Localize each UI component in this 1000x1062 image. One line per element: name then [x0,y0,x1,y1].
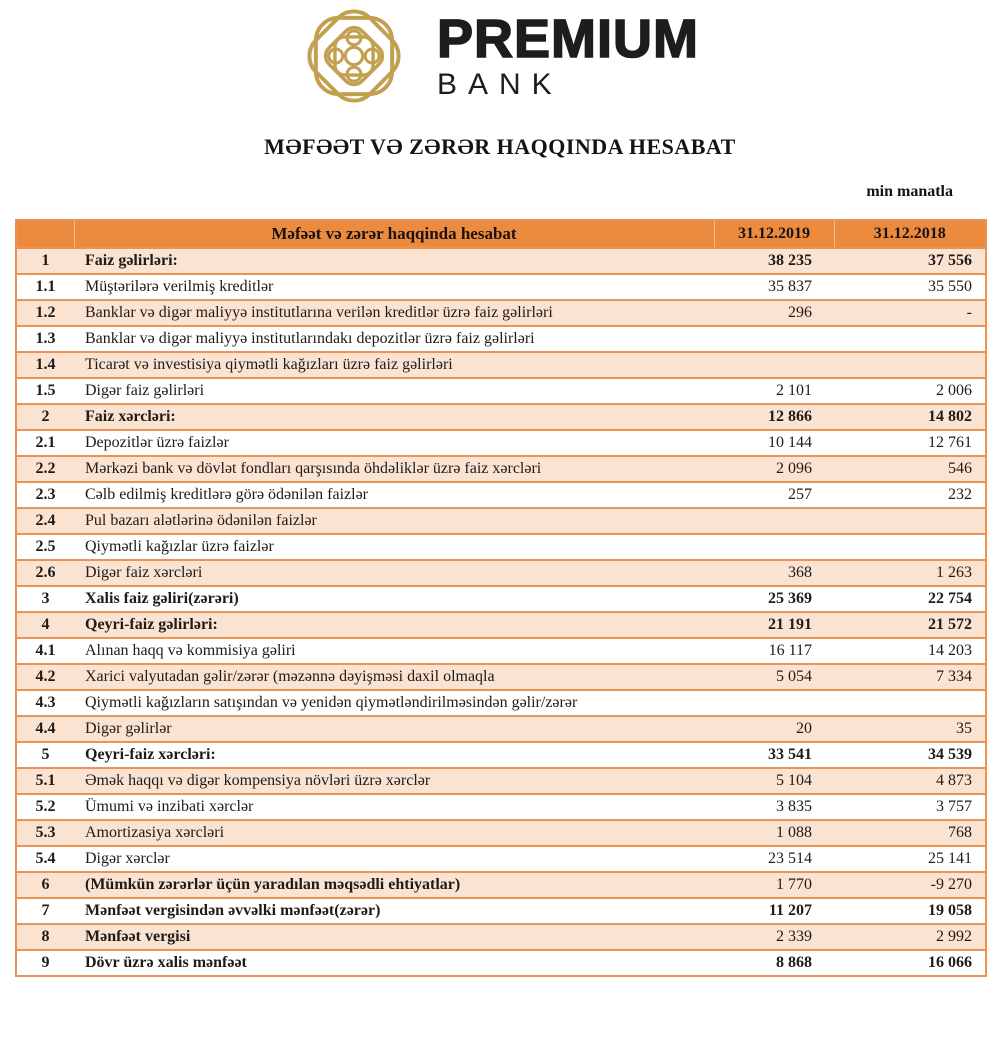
row-label: Depozitlər üzrə faizlər [74,430,714,456]
table-header-row [16,220,986,248]
row-value-2019: 257 [714,482,834,508]
row-value-2018: 35 550 [834,274,986,300]
row-value-2019 [714,690,834,716]
row-no: 4 [16,612,74,638]
row-value-2019: 11 207 [714,898,834,924]
row-value-2018: 37 556 [834,248,986,274]
row-value-2019: 368 [714,560,834,586]
row-value-2019: 23 514 [714,846,834,872]
row-no: 2.3 [16,482,74,508]
row-value-2018: 35 [834,716,986,742]
row-label: Amortizasiya xərcləri [74,820,714,846]
table-row [16,482,986,508]
row-label: Əmək haqqı və digər kompensiya növləri üzrə xərclər [74,768,714,794]
row-label: Mərkəzi bank və dövlət fondları qarşısında öhdəliklər üzrə faiz xərcləri [74,456,714,482]
table-row [16,274,986,300]
row-value-2019 [714,534,834,560]
row-no: 5.1 [16,768,74,794]
header-title-cell: Məfəət və zərər haqqinda hesabat [74,220,714,248]
table-row [16,586,986,612]
row-value-2018: -9 270 [834,872,986,898]
row-value-2018: 25 141 [834,846,986,872]
brand-name-bank: BANK [437,68,563,101]
row-value-2019 [714,508,834,534]
row-value-2019: 1 770 [714,872,834,898]
row-label: Banklar və digər maliyyə institutlarına verilən kreditlər üzrə faiz gəlirləri [74,300,714,326]
row-value-2018 [834,326,986,352]
row-label: Ticarət və investisiya qiymətli kağızları üzrə faiz gəlirləri [74,352,714,378]
row-label: Digər faiz gəlirləri [74,378,714,404]
row-value-2018: 14 203 [834,638,986,664]
row-no: 2.2 [16,456,74,482]
row-no: 1 [16,248,74,274]
row-value-2018: 12 761 [834,430,986,456]
row-no: 7 [16,898,74,924]
row-value-2018: 2 992 [834,924,986,950]
row-value-2019: 38 235 [714,248,834,274]
row-no: 4.1 [16,638,74,664]
table-row [16,456,986,482]
row-label: Qeyri-faiz xərcləri: [74,742,714,768]
header-empty-cell [16,220,74,248]
table-row [16,560,986,586]
row-value-2019: 2 339 [714,924,834,950]
table-row [16,794,986,820]
row-no: 1.4 [16,352,74,378]
row-no: 2 [16,404,74,430]
row-value-2018 [834,352,986,378]
row-value-2018 [834,690,986,716]
row-label: Dövr üzrə xalis mənfəət [74,950,714,976]
row-no: 6 [16,872,74,898]
row-label: Alınan haqq və kommisiya gəliri [74,638,714,664]
table-row [16,508,986,534]
row-value-2019: 12 866 [714,404,834,430]
row-no: 4.2 [16,664,74,690]
row-no: 5.4 [16,846,74,872]
row-label: Qiymətli kağızlar üzrə faizlər [74,534,714,560]
unit-note: min manatla [866,183,953,200]
row-value-2019: 1 088 [714,820,834,846]
row-label: Ümumi və inzibati xərclər [74,794,714,820]
row-value-2018: 1 263 [834,560,986,586]
table-row [16,742,986,768]
row-value-2019: 16 117 [714,638,834,664]
table-row [16,768,986,794]
row-value-2019: 25 369 [714,586,834,612]
table-body [16,248,986,976]
row-value-2019: 21 191 [714,612,834,638]
row-value-2018: 4 873 [834,768,986,794]
row-value-2018 [834,508,986,534]
table-row [16,612,986,638]
table-row [16,326,986,352]
row-label: Mənfəət vergisi [74,924,714,950]
row-no: 1.3 [16,326,74,352]
table-row [16,664,986,690]
table-row [16,716,986,742]
bank-emblem-icon [301,4,407,108]
row-value-2018: 19 058 [834,898,986,924]
row-value-2018: 14 802 [834,404,986,430]
row-value-2019 [714,326,834,352]
row-no: 5 [16,742,74,768]
row-value-2018: 232 [834,482,986,508]
table-row [16,638,986,664]
row-no: 2.4 [16,508,74,534]
table-row [16,872,986,898]
row-label: Faiz gəlirləri: [74,248,714,274]
row-value-2019: 296 [714,300,834,326]
table-row [16,404,986,430]
row-value-2019: 3 835 [714,794,834,820]
row-value-2018: 7 334 [834,664,986,690]
row-label: Müştərilərə verilmiş kreditlər [74,274,714,300]
row-value-2018: - [834,300,986,326]
row-value-2019: 2 101 [714,378,834,404]
page-title: MƏFƏƏT VƏ ZƏRƏR HAQQINDA HESABAT [264,134,736,159]
row-no: 4.3 [16,690,74,716]
row-label: Qiymətli kağızların satışından və yenidən qiymətləndirilməsindən gəlir/zərər [74,690,714,716]
row-value-2018: 21 572 [834,612,986,638]
row-value-2018: 2 006 [834,378,986,404]
row-value-2019: 10 144 [714,430,834,456]
header-col-2019: 31.12.2019 [714,220,834,248]
table-row [16,534,986,560]
table-row [16,924,986,950]
row-value-2018: 3 757 [834,794,986,820]
row-value-2019: 5 054 [714,664,834,690]
row-label: Xalis faiz gəliri(zərəri) [74,586,714,612]
row-no: 4.4 [16,716,74,742]
row-value-2018 [834,534,986,560]
row-no: 9 [16,950,74,976]
table-row [16,352,986,378]
table-row [16,950,986,976]
brand-name-premium: PREMIUM [437,9,699,69]
row-value-2018: 34 539 [834,742,986,768]
row-no: 2.5 [16,534,74,560]
row-label: Cəlb edilmiş kreditlərə görə ödənilən faizlər [74,482,714,508]
row-label: Digər gəlirlər [74,716,714,742]
row-no: 8 [16,924,74,950]
table-row [16,820,986,846]
row-label: Pul bazarı alətlərinə ödənilən faizlər [74,508,714,534]
row-label: Digər faiz xərcləri [74,560,714,586]
table-row [16,430,986,456]
row-label: (Mümkün zərərlər üçün yaradılan məqsədli ehtiyatlar) [74,872,714,898]
row-label: Digər xərclər [74,846,714,872]
table-row [16,248,986,274]
table-row [16,300,986,326]
row-value-2019: 20 [714,716,834,742]
row-no: 2.6 [16,560,74,586]
row-value-2019: 5 104 [714,768,834,794]
row-no: 3 [16,586,74,612]
row-value-2018: 768 [834,820,986,846]
row-value-2019 [714,352,834,378]
row-value-2018: 16 066 [834,950,986,976]
row-value-2019: 8 868 [714,950,834,976]
bank-wordmark [437,4,699,100]
row-label: Qeyri-faiz gəlirləri: [74,612,714,638]
row-value-2019: 2 096 [714,456,834,482]
row-label: Faiz xərcləri: [74,404,714,430]
profit-loss-table [15,219,987,977]
header-col-2018: 31.12.2018 [834,220,986,248]
row-no: 1.2 [16,300,74,326]
bank-logo [0,0,1000,112]
table-row [16,690,986,716]
row-no: 2.1 [16,430,74,456]
row-value-2019: 33 541 [714,742,834,768]
row-no: 1.5 [16,378,74,404]
row-no: 5.3 [16,820,74,846]
row-label: Mənfəət vergisindən əvvəlki mənfəət(zərər) [74,898,714,924]
row-value-2018: 22 754 [834,586,986,612]
row-no: 5.2 [16,794,74,820]
row-label: Banklar və digər maliyyə institutlarındakı depozitlər üzrə faiz gəlirləri [74,326,714,352]
table-row [16,378,986,404]
row-no: 1.1 [16,274,74,300]
row-value-2018: 546 [834,456,986,482]
table-row [16,846,986,872]
row-value-2019: 35 837 [714,274,834,300]
table-row [16,898,986,924]
row-label: Xarici valyutadan gəlir/zərər (məzənnə dəyişməsi daxil olmaqla [74,664,714,690]
